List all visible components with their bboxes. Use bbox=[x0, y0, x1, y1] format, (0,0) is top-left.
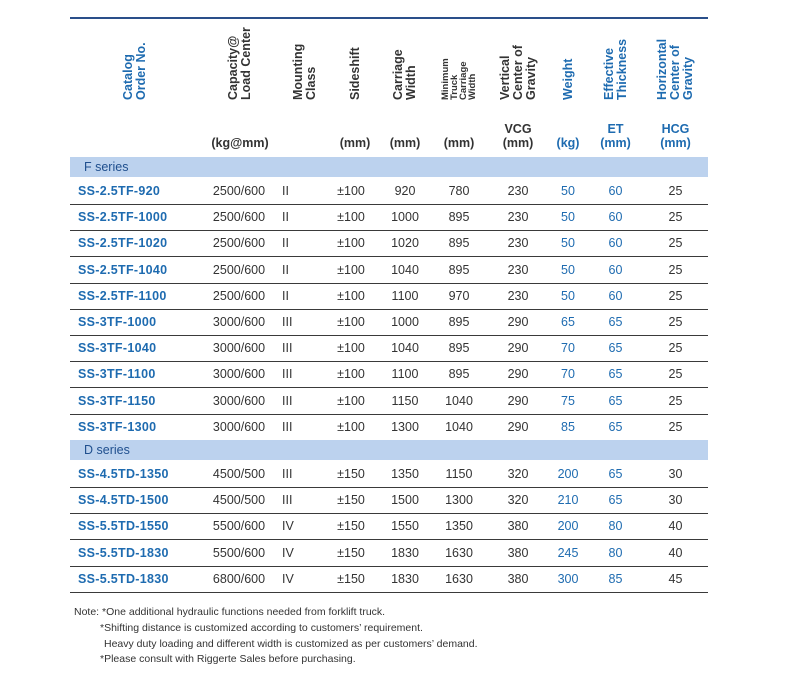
cell-min-truck-width: 895 bbox=[448, 315, 470, 329]
note-line: Note: *One additional hydraulic functions needed from forklift truck. bbox=[74, 606, 386, 618]
cell-min-truck-width: 895 bbox=[448, 210, 470, 225]
cell-vcg: 290 bbox=[507, 393, 529, 408]
header-mounting-line: Class bbox=[304, 66, 318, 100]
cell-et: 60 bbox=[608, 210, 623, 225]
cell-hcg: 25 bbox=[668, 419, 683, 434]
cell-catalog-no: SS-2.5TF-1020 bbox=[78, 236, 168, 251]
table-row bbox=[70, 540, 708, 567]
header-et-unit: ET (mm) bbox=[600, 122, 631, 150]
table-row bbox=[70, 461, 708, 488]
header-vcg-line: Center of bbox=[510, 45, 525, 100]
header-sideshift-line: Sideshift bbox=[347, 47, 362, 100]
cell-carriage-width: 920 bbox=[394, 184, 416, 198]
cell-weight: 210 bbox=[557, 493, 579, 508]
cell-catalog-no: SS-5.5TD-1830 bbox=[78, 545, 169, 560]
cell-weight: 75 bbox=[561, 393, 575, 408]
cell-catalog-no: SS-2.5TF-1040 bbox=[78, 262, 168, 277]
header-weight bbox=[548, 22, 588, 154]
table-row bbox=[70, 388, 708, 415]
cell-capacity: 2500/600 bbox=[212, 262, 266, 277]
cell-carriage-width: 1040 bbox=[391, 341, 419, 356]
cell-capacity: 3000/600 bbox=[212, 419, 266, 434]
cell-weight: 300 bbox=[557, 571, 579, 586]
table-row bbox=[70, 513, 708, 540]
cell-sideshift: ±100 bbox=[337, 341, 365, 356]
header-et-line: Thickness bbox=[614, 38, 629, 100]
cell-catalog-no: SS-3TF-1000 bbox=[78, 315, 157, 329]
cell-mounting-class: II bbox=[282, 184, 289, 198]
table-row bbox=[70, 361, 708, 388]
cell-weight: 50 bbox=[561, 184, 575, 198]
cell-min-truck-width: 1040 bbox=[445, 393, 473, 408]
cell-mounting-class: III bbox=[282, 467, 293, 481]
cell-et: 65 bbox=[608, 467, 623, 481]
header-mintruck-line: Truck bbox=[449, 74, 460, 100]
series-label: D series bbox=[84, 443, 130, 457]
cell-carriage-width: 1000 bbox=[391, 315, 419, 329]
cell-capacity: 3000/600 bbox=[212, 393, 266, 408]
cell-sideshift: ±150 bbox=[337, 519, 365, 534]
table-row bbox=[70, 309, 708, 336]
table-row bbox=[70, 335, 708, 362]
cell-hcg: 30 bbox=[668, 467, 683, 481]
cell-et: 60 bbox=[608, 236, 623, 251]
cell-weight: 65 bbox=[561, 315, 575, 329]
cell-et: 65 bbox=[608, 393, 623, 408]
cell-min-truck-width: 1630 bbox=[445, 571, 473, 586]
cell-mounting-class: II bbox=[282, 288, 289, 303]
header-catalog-line: Order No. bbox=[134, 42, 148, 100]
table-row bbox=[70, 566, 708, 593]
cell-vcg: 290 bbox=[507, 419, 529, 434]
cell-capacity: 6800/600 bbox=[212, 571, 266, 586]
cell-catalog-no: SS-4.5TD-1350 bbox=[78, 467, 169, 481]
cell-sideshift: ±100 bbox=[337, 367, 365, 382]
cell-min-truck-width: 895 bbox=[448, 367, 470, 382]
cell-catalog-no: SS-3TF-1040 bbox=[78, 341, 157, 356]
series-label: F series bbox=[84, 160, 129, 174]
cell-weight: 245 bbox=[557, 545, 579, 560]
top-rule bbox=[70, 17, 708, 19]
cell-mounting-class: II bbox=[282, 236, 289, 251]
cell-sideshift: ±150 bbox=[337, 467, 365, 481]
header-mintruck bbox=[430, 22, 488, 154]
cell-carriage-width: 1830 bbox=[391, 545, 419, 560]
cell-hcg: 45 bbox=[668, 571, 683, 586]
cell-capacity: 3000/600 bbox=[212, 341, 266, 356]
cell-vcg: 230 bbox=[507, 236, 529, 251]
cell-et: 80 bbox=[608, 519, 623, 534]
note-line: *Shifting distance is customized according to customers’ requirement. bbox=[100, 622, 423, 634]
cell-hcg: 25 bbox=[668, 184, 683, 198]
header-hcg bbox=[643, 22, 708, 154]
cell-vcg: 290 bbox=[507, 367, 529, 382]
cell-carriage-width: 1000 bbox=[391, 210, 419, 225]
cell-carriage-width: 1500 bbox=[391, 493, 419, 508]
cell-min-truck-width: 1300 bbox=[445, 493, 473, 508]
header-carriage-unit: (mm) bbox=[389, 136, 421, 150]
cell-carriage-width: 1550 bbox=[391, 519, 419, 534]
cell-hcg: 25 bbox=[668, 315, 683, 329]
cell-carriage-width: 1150 bbox=[391, 393, 419, 408]
cell-vcg: 230 bbox=[507, 262, 529, 277]
cell-weight: 70 bbox=[561, 367, 575, 382]
header-vcg-unit: VCG (mm) bbox=[502, 122, 534, 150]
cell-catalog-no: SS-3TF-1100 bbox=[78, 367, 156, 382]
cell-min-truck-width: 1630 bbox=[445, 545, 473, 560]
header-mintruck-line: Width bbox=[467, 73, 478, 100]
cell-min-truck-width: 1150 bbox=[445, 467, 473, 481]
cell-vcg: 380 bbox=[507, 545, 529, 560]
header-vcg bbox=[488, 22, 548, 154]
table-row bbox=[70, 178, 708, 205]
header-hcg-line: Gravity bbox=[681, 56, 695, 100]
header-capacity-line: Load Center bbox=[239, 27, 253, 100]
cell-mounting-class: II bbox=[282, 262, 289, 277]
cell-mounting-class: III bbox=[282, 393, 293, 408]
cell-carriage-width: 1300 bbox=[391, 419, 419, 434]
cell-hcg: 25 bbox=[668, 262, 683, 277]
header-hcg-line: Horizontal bbox=[655, 38, 669, 100]
cell-sideshift: ±100 bbox=[337, 210, 365, 225]
header-carriage-line: Carriage bbox=[391, 49, 405, 100]
cell-carriage-width: 1830 bbox=[391, 571, 419, 586]
cell-mounting-class: IV bbox=[282, 545, 294, 560]
series-band bbox=[70, 157, 708, 177]
cell-capacity: 4500/500 bbox=[212, 467, 266, 481]
header-capacity-unit: (kg@mm) bbox=[211, 136, 269, 150]
cell-hcg: 40 bbox=[668, 545, 683, 560]
header-weight-unit: (kg) bbox=[556, 136, 580, 150]
cell-et: 65 bbox=[608, 419, 623, 434]
cell-vcg: 230 bbox=[507, 184, 529, 198]
cell-et: 60 bbox=[608, 288, 623, 303]
cell-hcg: 25 bbox=[668, 393, 683, 408]
cell-vcg: 290 bbox=[507, 341, 529, 356]
cell-sideshift: ±100 bbox=[337, 315, 365, 329]
cell-carriage-width: 1100 bbox=[391, 367, 419, 382]
cell-catalog-no: SS-3TF-1150 bbox=[78, 393, 156, 408]
cell-min-truck-width: 1040 bbox=[445, 419, 473, 434]
cell-sideshift: ±100 bbox=[337, 184, 365, 198]
cell-sideshift: ±100 bbox=[337, 288, 365, 303]
header-vcg-line: Gravity bbox=[523, 56, 538, 100]
cell-weight: 70 bbox=[561, 341, 575, 356]
cell-weight: 200 bbox=[557, 519, 579, 534]
cell-et: 65 bbox=[608, 367, 623, 382]
cell-vcg: 380 bbox=[507, 571, 529, 586]
cell-vcg: 320 bbox=[507, 493, 529, 508]
cell-weight: 200 bbox=[557, 467, 579, 481]
header-mintruck-unit: (mm) bbox=[443, 136, 475, 150]
cell-capacity: 5500/600 bbox=[212, 545, 266, 560]
cell-min-truck-width: 970 bbox=[448, 288, 470, 303]
header-carriage bbox=[380, 22, 430, 154]
cell-min-truck-width: 895 bbox=[448, 262, 470, 277]
cell-sideshift: ±100 bbox=[337, 393, 365, 408]
cell-hcg: 30 bbox=[668, 493, 683, 508]
cell-vcg: 290 bbox=[507, 315, 529, 329]
cell-weight: 50 bbox=[561, 236, 575, 251]
cell-et: 65 bbox=[608, 315, 623, 329]
header-catalog-line: Catalog bbox=[121, 54, 135, 100]
header-hcg-unit: HCG (mm) bbox=[660, 122, 691, 150]
cell-mounting-class: IV bbox=[282, 519, 294, 534]
cell-min-truck-width: 895 bbox=[448, 341, 470, 356]
header-capacity bbox=[200, 22, 280, 154]
table-row bbox=[70, 230, 708, 257]
header-et bbox=[588, 22, 643, 154]
cell-min-truck-width: 780 bbox=[448, 184, 470, 198]
cell-mounting-class: III bbox=[282, 493, 293, 508]
cell-et: 80 bbox=[608, 545, 623, 560]
cell-capacity: 2500/600 bbox=[212, 184, 266, 198]
cell-hcg: 40 bbox=[668, 519, 683, 534]
cell-min-truck-width: 1350 bbox=[445, 519, 473, 534]
header-carriage-line: Width bbox=[404, 65, 418, 100]
cell-sideshift: ±100 bbox=[337, 419, 365, 434]
note-line: Heavy duty loading and different width is customized as per customers’ demand. bbox=[104, 638, 478, 650]
header-hcg-line: Center of bbox=[668, 45, 682, 100]
cell-capacity: 5500/600 bbox=[212, 519, 266, 534]
cell-hcg: 25 bbox=[668, 210, 683, 225]
cell-vcg: 230 bbox=[507, 288, 529, 303]
cell-carriage-width: 1040 bbox=[391, 262, 419, 277]
cell-sideshift: ±100 bbox=[337, 236, 365, 251]
cell-min-truck-width: 895 bbox=[448, 236, 470, 251]
cell-mounting-class: IV bbox=[282, 571, 294, 586]
cell-catalog-no: SS-2.5TF-1000 bbox=[78, 210, 168, 225]
cell-weight: 85 bbox=[561, 419, 575, 434]
cell-weight: 50 bbox=[561, 210, 575, 225]
cell-et: 65 bbox=[608, 493, 623, 508]
cell-mounting-class: III bbox=[282, 341, 293, 356]
table-row bbox=[70, 257, 708, 284]
table-row bbox=[70, 283, 708, 310]
cell-carriage-width: 1020 bbox=[391, 236, 419, 251]
header-capacity-line: Capacity@ bbox=[226, 35, 240, 100]
header-weight-line: Weight bbox=[560, 58, 575, 100]
header-vcg-line: Vertical bbox=[497, 55, 512, 100]
cell-mounting-class: II bbox=[282, 210, 289, 225]
cell-catalog-no: SS-2.5TF-1100 bbox=[78, 288, 167, 303]
cell-catalog-no: SS-2.5TF-920 bbox=[78, 184, 161, 198]
cell-sideshift: ±150 bbox=[337, 493, 365, 508]
cell-weight: 50 bbox=[561, 262, 575, 277]
cell-hcg: 25 bbox=[668, 288, 683, 303]
cell-et: 60 bbox=[608, 184, 623, 198]
cell-mounting-class: III bbox=[282, 315, 293, 329]
cell-catalog-no: SS-5.5TD-1550 bbox=[78, 519, 169, 534]
cell-carriage-width: 1350 bbox=[391, 467, 419, 481]
header-sideshift bbox=[330, 22, 380, 154]
cell-capacity: 3000/600 bbox=[212, 315, 266, 329]
cell-et: 60 bbox=[608, 262, 623, 277]
cell-mounting-class: III bbox=[282, 367, 293, 382]
cell-hcg: 25 bbox=[668, 367, 683, 382]
header-mounting bbox=[280, 22, 330, 154]
cell-weight: 50 bbox=[561, 288, 575, 303]
header-catalog bbox=[70, 22, 200, 154]
header-mintruck-line: Carriage bbox=[458, 61, 469, 100]
cell-capacity: 2500/600 bbox=[212, 210, 266, 225]
cell-vcg: 380 bbox=[507, 519, 529, 534]
cell-sideshift: ±100 bbox=[337, 262, 365, 277]
table-row bbox=[70, 487, 708, 514]
cell-capacity: 2500/600 bbox=[212, 236, 266, 251]
cell-carriage-width: 1100 bbox=[391, 288, 419, 303]
table-row bbox=[70, 204, 708, 231]
cell-hcg: 25 bbox=[668, 236, 683, 251]
cell-sideshift: ±150 bbox=[337, 571, 365, 586]
cell-capacity: 3000/600 bbox=[212, 367, 266, 382]
cell-vcg: 230 bbox=[507, 210, 529, 225]
cell-sideshift: ±150 bbox=[337, 545, 365, 560]
header-sideshift-unit: (mm) bbox=[339, 136, 371, 150]
cell-mounting-class: III bbox=[282, 419, 293, 434]
header-et-line: Effective bbox=[601, 47, 616, 100]
header-mintruck-line: Minimum bbox=[440, 58, 451, 100]
cell-capacity: 2500/600 bbox=[212, 288, 266, 303]
cell-capacity: 4500/500 bbox=[212, 493, 266, 508]
cell-vcg: 320 bbox=[507, 467, 529, 481]
cell-et: 85 bbox=[608, 571, 623, 586]
cell-catalog-no: SS-3TF-1300 bbox=[78, 419, 157, 434]
table-row bbox=[70, 414, 708, 441]
cell-catalog-no: SS-5.5TD-1830 bbox=[78, 571, 169, 586]
cell-catalog-no: SS-4.5TD-1500 bbox=[78, 493, 169, 508]
cell-et: 65 bbox=[608, 341, 623, 356]
cell-hcg: 25 bbox=[668, 341, 683, 356]
series-band bbox=[70, 440, 708, 460]
note-line: *Please consult with Riggerte Sales before purchasing. bbox=[100, 653, 356, 665]
header-mounting-line: Mounting bbox=[291, 43, 305, 100]
